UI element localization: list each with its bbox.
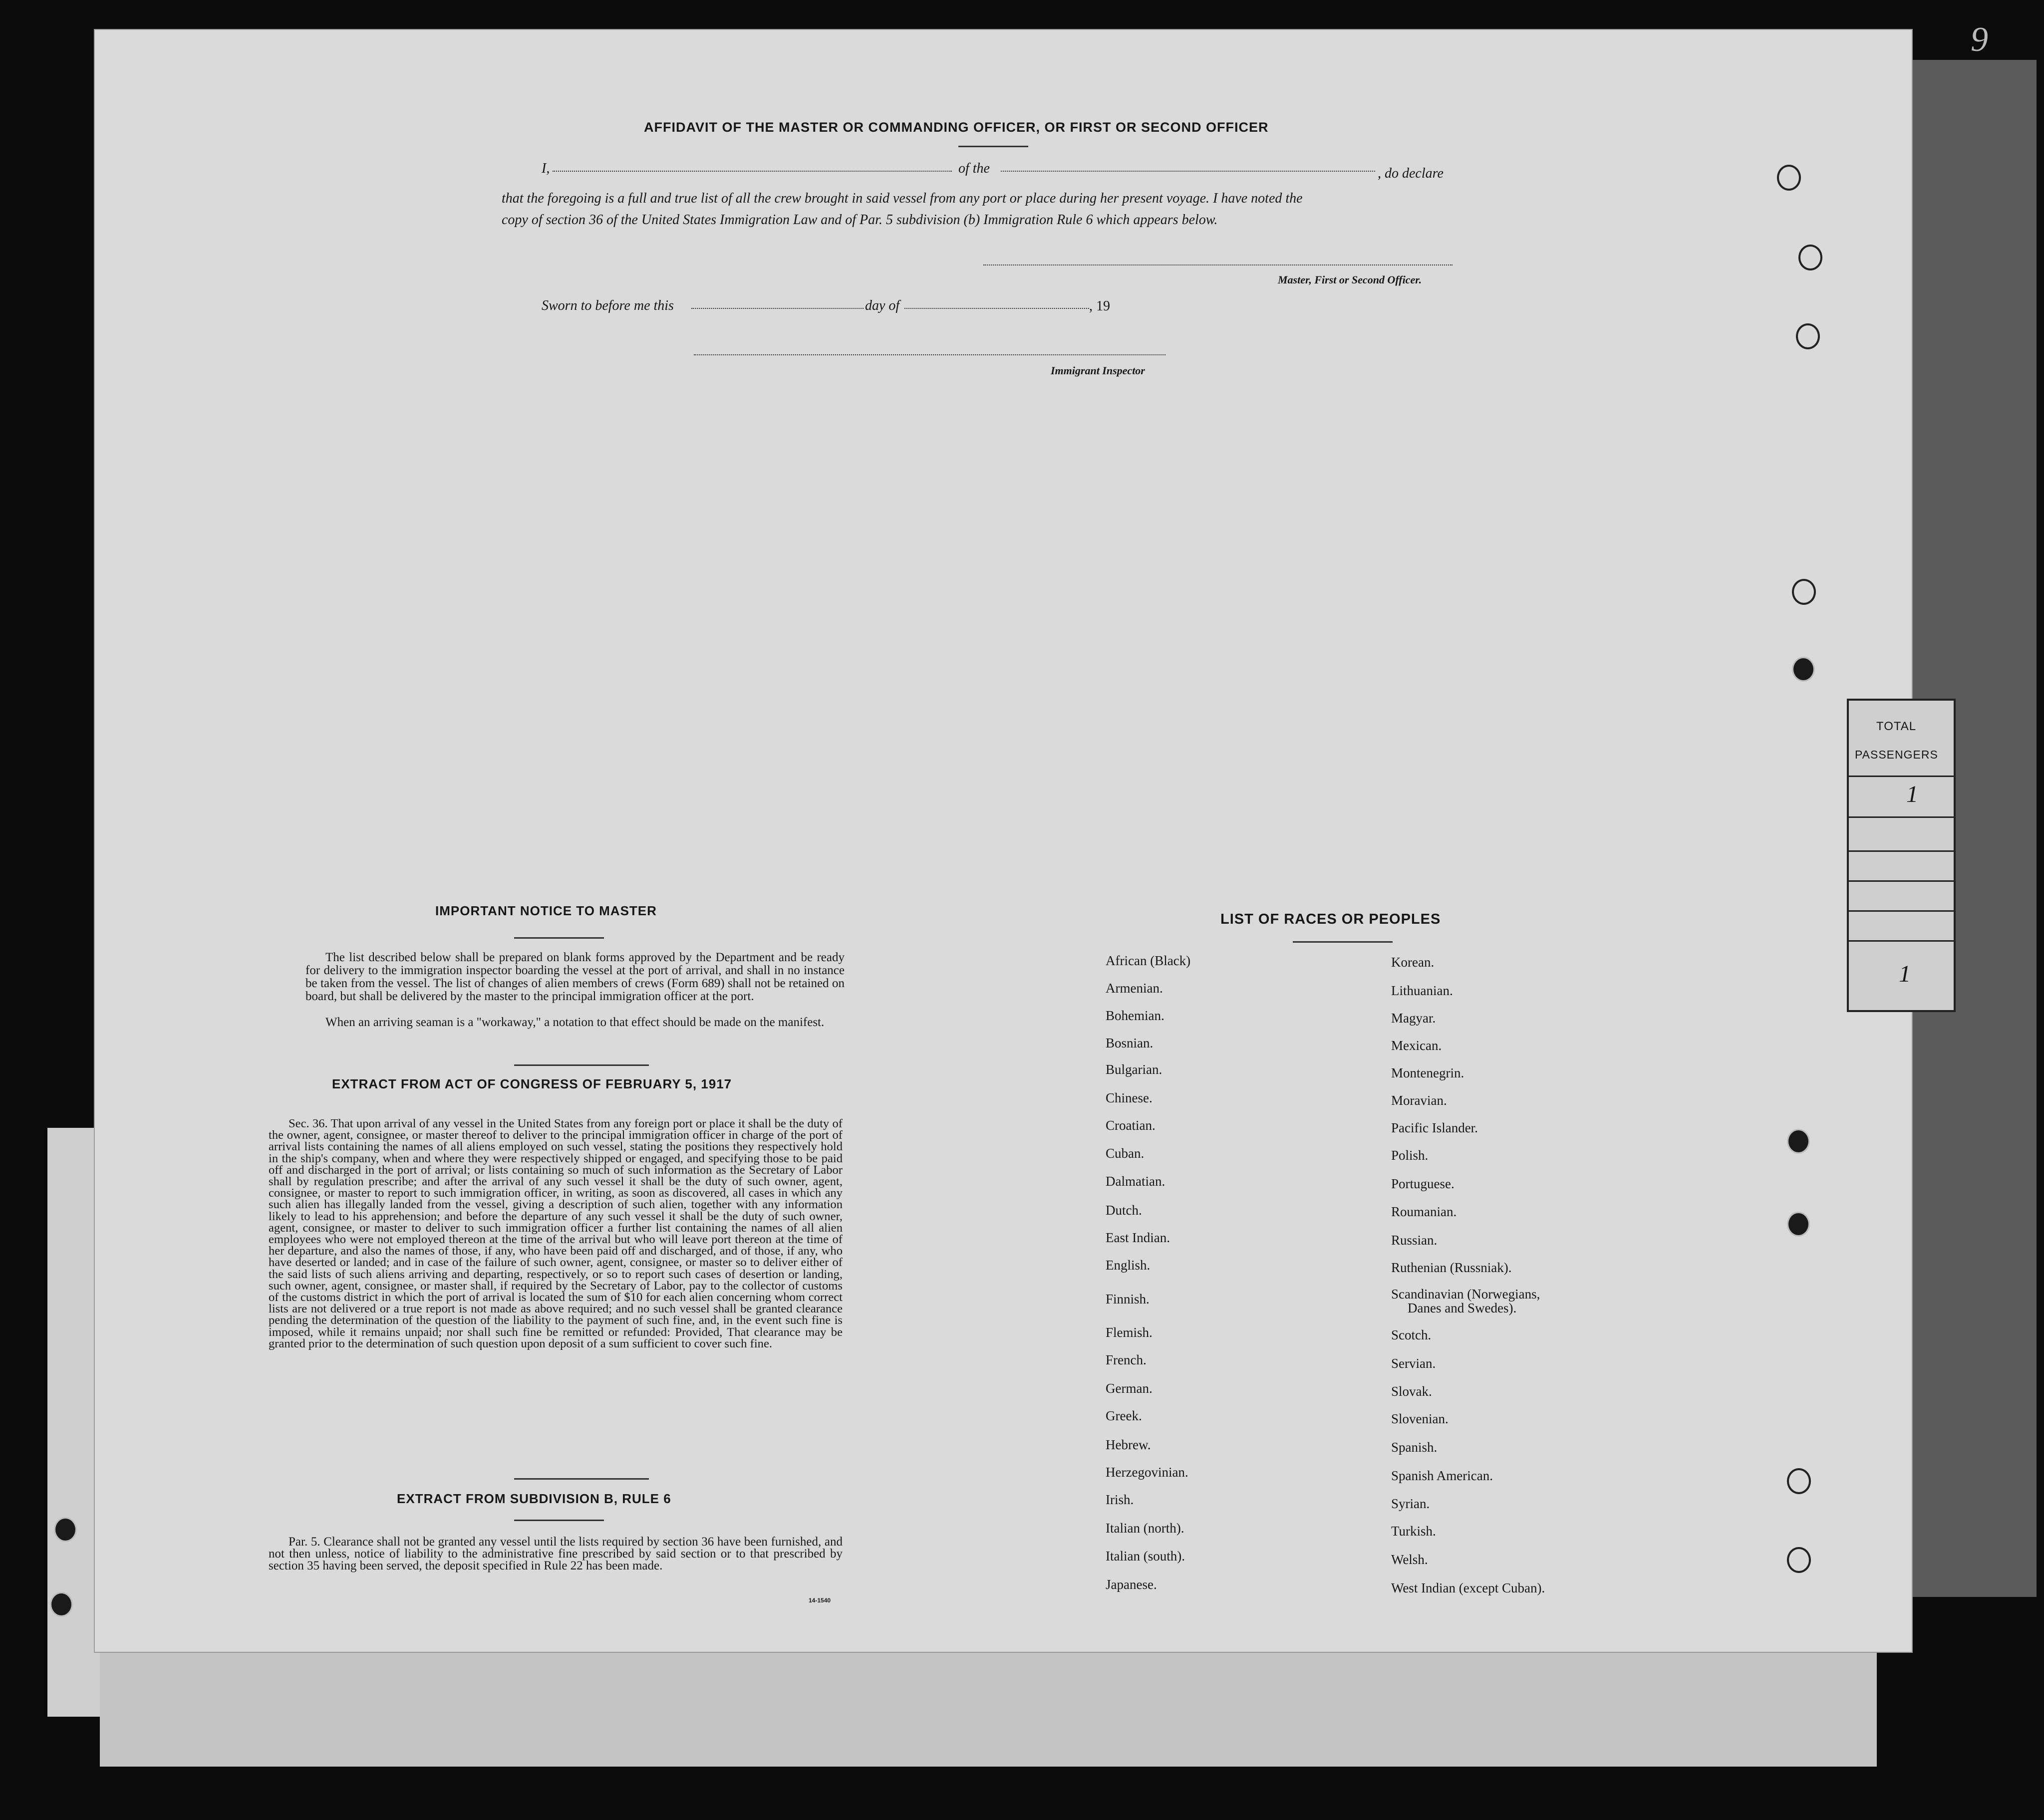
race-item: Dalmatian. (1106, 1174, 1166, 1189)
race-item: Syrian. (1391, 1496, 1430, 1511)
race-item: Bulgarian. (1106, 1062, 1163, 1077)
affidavit-declare: , do declare (1378, 166, 1444, 181)
notice-title: IMPORTANT NOTICE TO MASTER (435, 903, 657, 918)
race-item: Croatian. (1106, 1118, 1156, 1133)
race-item: Italian (north). (1106, 1521, 1184, 1536)
punch-hole-icon (50, 1592, 73, 1617)
race-item: East Indian. (1106, 1230, 1170, 1245)
race-item: Greek. (1106, 1408, 1142, 1423)
inspector-label: Immigrant Inspector (1051, 364, 1145, 377)
act-title: EXTRACT FROM ACT OF CONGRESS OF FEBRUARY 5, 1917 (332, 1076, 732, 1091)
race-item: Flemish. (1106, 1325, 1153, 1340)
race-item: Japanese. (1106, 1577, 1157, 1592)
total-value-2: 1 (1899, 961, 1911, 987)
race-item: French. (1106, 1352, 1147, 1367)
notice-end-rule (514, 1064, 649, 1066)
punch-hole-icon (54, 1517, 77, 1542)
race-item: Irish. (1106, 1492, 1134, 1507)
total-value-1: 1 (1906, 781, 1918, 807)
punch-hole-icon (1787, 1468, 1811, 1494)
rule-rule (514, 1520, 604, 1521)
punch-hole-icon (1787, 1547, 1811, 1573)
table-row (1849, 880, 1954, 882)
punch-hole-icon (1798, 245, 1822, 270)
race-item: Servian. (1391, 1356, 1436, 1371)
under-sheet-bottom (100, 1637, 1877, 1767)
race-item: Italian (south). (1106, 1549, 1185, 1563)
inspector-signature-line (694, 354, 1166, 355)
punch-hole-icon (1777, 165, 1801, 191)
race-item: African (Black) (1106, 953, 1191, 968)
race-item: Spanish. (1391, 1440, 1438, 1455)
master-signature-line (983, 264, 1453, 265)
vessel-field-line (1001, 171, 1375, 172)
affidavit-i: I, (542, 161, 550, 176)
affidavit-line2: that the foregoing is a full and true list of all the crew brought in said vessel from any port or place during her present voyage. I have noted the (502, 191, 1303, 206)
year-text: , 19 (1089, 298, 1110, 314)
table-row (1849, 816, 1954, 818)
race-item: English. (1106, 1258, 1151, 1273)
race-item: Welsh. (1391, 1552, 1428, 1567)
sworn-text: Sworn to before me this (542, 298, 674, 313)
race-item: Bosnian. (1106, 1036, 1154, 1050)
notice-paragraph-2: When an arriving seaman is a "workaway," a notation to that effect should be made on the manifest. (325, 1016, 825, 1029)
race-item: German. (1106, 1381, 1153, 1396)
punch-hole-icon (1792, 657, 1815, 682)
passengers-label: PASSENGERS (1855, 748, 1938, 761)
race-item: Slovenian. (1391, 1411, 1449, 1426)
race-item: Russian. (1391, 1233, 1438, 1248)
affidavit-title: AFFIDAVIT OF THE MASTER OR COMMANDING OFFICER, OR FIRST OR SECOND OFFICER (644, 120, 1269, 135)
race-item: West Indian (except Cuban). (1391, 1580, 1545, 1595)
race-item: Herzegovinian. (1106, 1465, 1188, 1480)
table-row (1849, 940, 1954, 942)
form-number: 14-1540 (809, 1597, 831, 1604)
punch-hole-icon (1792, 579, 1816, 605)
rule-paragraph: Par. 5. Clearance shall not be granted any vessel until the lists required by section 36 have been furnished, and not then unless, notice of liability to the administrative fine prescribed by said section or to that prescribed by section 35 having been served, the deposit specified in Rule 22 has been made. (269, 1535, 843, 1572)
race-item: Scotch. (1391, 1327, 1432, 1342)
race-item: Cuban. (1106, 1146, 1145, 1161)
race-item: Spanish American. (1391, 1468, 1493, 1483)
race-item: Mexican. (1391, 1038, 1442, 1053)
notice-rule (514, 937, 604, 939)
page-number: 9 (1971, 20, 1988, 59)
affidavit-of-the: of the (958, 161, 990, 176)
race-item: Moravian. (1391, 1093, 1447, 1108)
month-field-line (904, 308, 1089, 309)
race-item: Portuguese. (1391, 1176, 1455, 1191)
race-item: Korean. (1391, 955, 1435, 970)
document-page (95, 30, 1912, 1652)
rule-title: EXTRACT FROM SUBDIVISION B, RULE 6 (397, 1491, 671, 1506)
race-item: Slovak. (1391, 1384, 1432, 1399)
race-item: Scandinavian (Norwegians, (1391, 1287, 1540, 1301)
table-row (1849, 776, 1954, 777)
race-item: Finnish. (1106, 1292, 1150, 1306)
race-item: Armenian. (1106, 981, 1163, 996)
race-item: Roumanian. (1391, 1204, 1457, 1219)
affidavit-rule (958, 146, 1028, 147)
table-row (1849, 850, 1954, 852)
race-item: Polish. (1391, 1148, 1429, 1163)
sworn-day-line (691, 308, 864, 309)
race-item: Turkish. (1391, 1524, 1436, 1539)
race-item: Bohemian. (1106, 1008, 1165, 1023)
race-item: Dutch. (1106, 1203, 1142, 1218)
race-item: Chinese. (1106, 1090, 1153, 1105)
total-passengers-box (1847, 699, 1956, 1012)
master-signature-label: Master, First or Second Officer. (1278, 273, 1422, 286)
race-item: Hebrew. (1106, 1437, 1151, 1452)
notice-paragraph-1: The list described below shall be prepared on blank forms approved by the Department and be ready for delivery to the immigration inspector boarding the vessel at the port of arrival, and shall in no instance be taken from the vessel. The list of changes of alien members of crews (Form 689) shall not be retained on board, but shall be delivered by the master to the principal immigration officer at the port. (305, 951, 845, 1003)
race-item: Ruthenian (Russniak). (1391, 1260, 1512, 1275)
race-item: Lithuanian. (1391, 983, 1453, 998)
race-item: Magyar. (1391, 1011, 1436, 1026)
table-row (1849, 910, 1954, 912)
race-item: Danes and Swedes). (1408, 1300, 1517, 1315)
race-item: Pacific Islander. (1391, 1120, 1478, 1135)
total-label: TOTAL (1876, 720, 1917, 733)
act-end-rule (514, 1478, 649, 1480)
races-title: LIST OF RACES OR PEOPLES (1220, 911, 1441, 927)
races-rule (1293, 941, 1393, 943)
punch-hole-icon (1787, 1212, 1810, 1237)
punch-hole-icon (1787, 1129, 1810, 1154)
punch-hole-icon (1796, 323, 1820, 349)
act-paragraph: Sec. 36. That upon arrival of any vessel in the United States from any foreign port or place it shall be the duty of the owner, agent, consignee, or master thereof to deliver to the principal immigration officer in charge of the port of arrival lists containing the names of all aliens employed on such vessel, stating the positions they respectively hold in the ship's company, when and where they were respectively shipped or engaged, and specifying those to be paid off and discharged in the port of arrival; or lists containing so much of such information as the Secretary of Labor shall by regulation prescribe; and after the arrival of any such vessel it shall be the duty of such owner, agent, consignee, or master to report to such immigration officer, in writing, as soon as discovered, all cases in which any such alien has illegally landed from the vessel, giving a description of such alien, together with any information likely to lead to his apprehension; and before the departure of any such vessel it shall be the duty of such owner, agent, consignee, or master to deliver to such immigration officer a further list containing the names of all alien employees who were not employed thereon at the time of the arrival but who will leave port thereon at the time of her departure, and also the names of those, if any, who have been paid off and discharged, and of those, if any, who have deserted or landed; and in case of the failure of such owner, agent, consignee, or master so to deliver either of the said lists of such aliens arriving and departing, respectively, or so to report such cases of desertion or landing, such owner, agent, consignee, or master shall, if required by the Secretary of Labor, pay to the collector of customs of the customs district in which the port of arrival is located the sum of $10 for each alien concerning whom correct lists are not delivered or a true report is not made as above required; and no such vessel shall be granted clearance pending the determination of the question of the liability to the payment of such fine, and, in the event such fine is imposed, while it remains unpaid; nor shall such fine be remitted or refunded: Provided, That clearance may be granted prior to the determination of such question upon deposit of a sum sufficient to cover such fine. (269, 1117, 843, 1350)
day-of-text: day of (865, 298, 900, 313)
race-item: Montenegrin. (1391, 1065, 1464, 1080)
name-field-line (553, 171, 952, 172)
affidavit-line3: copy of section 36 of the United States Immigration Law and of Par. 5 subdivision (b) Immigration Rule 6 which appears below. (502, 212, 1218, 228)
